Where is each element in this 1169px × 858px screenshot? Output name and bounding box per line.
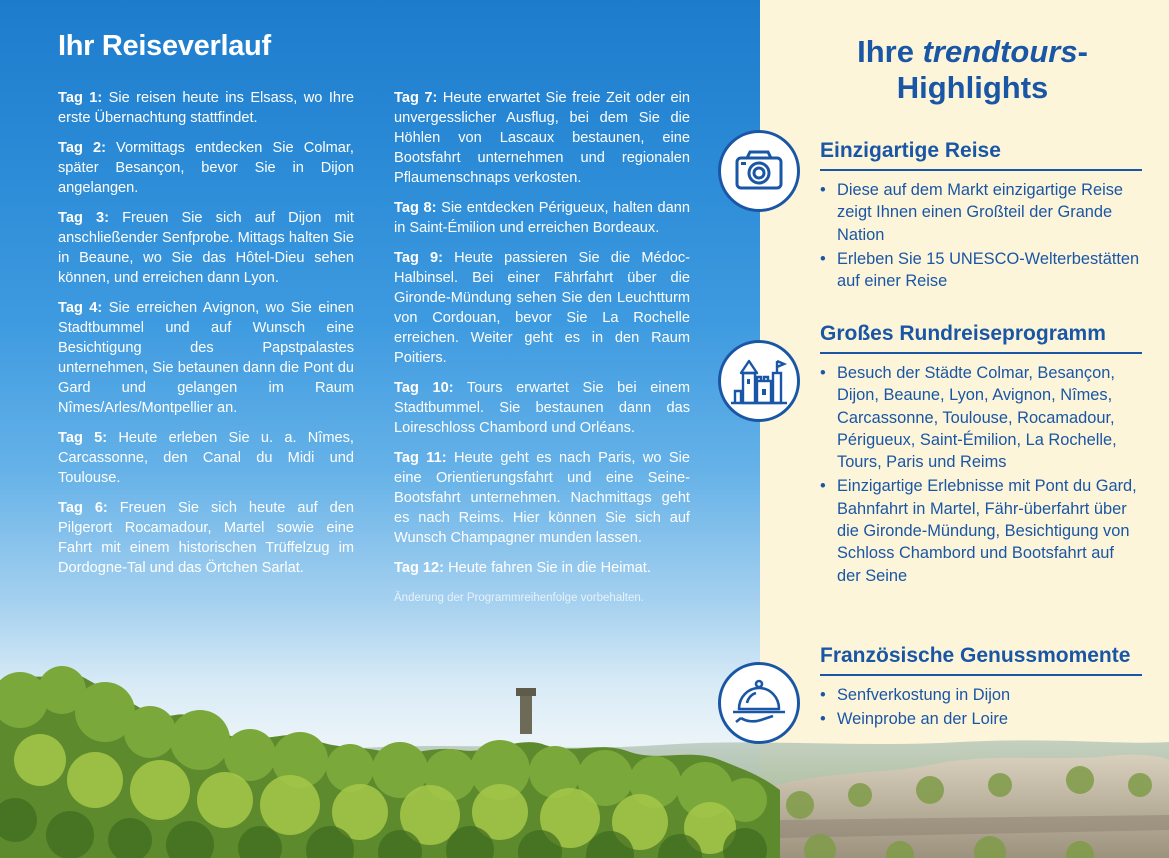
day-label: Tag 7: xyxy=(394,90,438,106)
highlight-section-culinary xyxy=(820,642,1142,733)
highlights-title xyxy=(760,34,1169,106)
itinerary-day xyxy=(58,498,354,578)
day-label: Tag 4: xyxy=(58,300,103,316)
camera-icon xyxy=(718,130,800,212)
day-label: Tag 12: xyxy=(394,560,445,576)
day-label: Tag 1: xyxy=(58,90,103,106)
highlight-section-tour-program xyxy=(820,320,1142,589)
section-heading: Einzigartige Reise xyxy=(820,137,1142,171)
section-bullets xyxy=(820,179,1142,292)
section-bullets xyxy=(820,362,1142,587)
itinerary-column-left xyxy=(58,88,354,588)
list-item: • Einzigartige Erlebnisse mit Pont du Gard, Bahnfahrt in Martel, Fähr-überfahrt über die Gironde-Mündung, Besichtigung von Schloss Chambord und Bootsfahrt auf der Seine xyxy=(820,475,1142,586)
day-text: Heute geht es nach Paris, wo Sie eine Orientierungsfahrt und eine Seine-Bootsfahrt unternehmen. Nachmittags geht es nach Reims. Hier können Sie sich auf Wunsch Champagner munden lassen. xyxy=(394,450,690,546)
title-line2: Highlights xyxy=(896,70,1049,105)
list-item: • Erleben Sie 15 UNESCO-Welterbestätten auf einer Reise xyxy=(820,248,1142,293)
day-text: Vormittags entdecken Sie Colmar, später Besançon, bevor Sie in Dijon angelangen. xyxy=(58,140,354,196)
section-heading: Französische Genussmomente xyxy=(820,642,1142,676)
day-label: Tag 5: xyxy=(58,430,108,446)
list-item: • Weinprobe an der Loire xyxy=(820,708,1142,730)
brand-name: trendtours xyxy=(922,34,1078,69)
itinerary-day xyxy=(58,138,354,198)
itinerary-day xyxy=(58,428,354,488)
itinerary-column-right xyxy=(394,88,690,608)
day-text: Heute fahren Sie in die Heimat. xyxy=(444,560,651,576)
title-prefix: Ihre xyxy=(857,34,923,69)
itinerary-day xyxy=(58,208,354,288)
list-item: • Senfverkostung in Dijon xyxy=(820,684,1142,706)
cloche-icon xyxy=(718,662,800,744)
itinerary-day xyxy=(58,88,354,128)
day-text: Tours erwartet Sie bei einem Stadtbummel. Sie bestaunen dann das Loireschloss Chambord und Orléans. xyxy=(394,380,690,436)
day-text: Sie reisen heute ins Elsass, wo Ihre erste Übernachtung stattfindet. xyxy=(58,90,354,126)
highlight-section-unique-trip xyxy=(820,137,1142,294)
day-text: Sie entdecken Périgueux, halten dann in Saint-Émilion und erreichen Bordeaux. xyxy=(394,200,690,236)
list-item: • Diese auf dem Markt einzigartige Reise zeigt Ihnen einen Großteil der Grande Nation xyxy=(820,179,1142,246)
itinerary-day xyxy=(394,198,690,238)
section-bullets xyxy=(820,684,1142,731)
list-item: • Besuch der Städte Colmar, Besançon, Dijon, Beaune, Lyon, Avignon, Nîmes, Carcassonne, Toulouse, Rocamadour, Périgueux, Saint-Émilion, La Rochelle, Tours, Paris und Reims xyxy=(820,362,1142,473)
day-label: Tag 3: xyxy=(58,210,109,226)
day-text: Sie erreichen Avignon, wo Sie einen Stadtbummel und auf Wunsch eine Besichtigung des Papstpalastes unternehmen, Sie betaunen dann die Pont du Gard und gelangen im Raum Nîmes/Arles/Montpellier an. xyxy=(58,300,354,416)
day-text: Heute erwartet Sie freie Zeit oder ein unvergesslicher Ausflug, bei dem Sie die Höhlen von Lascaux bestaunen, eine Bootsfahrt unternehmen und regionalen Pflaumenschnaps verkosten. xyxy=(394,90,690,186)
itinerary-title: Ihr Reiseverlauf xyxy=(58,30,271,62)
itinerary-disclaimer: Änderung der Programmreihenfolge vorbehalten. xyxy=(394,592,644,604)
itinerary-day xyxy=(58,298,354,418)
day-label: Tag 8: xyxy=(394,200,437,216)
itinerary-day xyxy=(394,248,690,368)
day-label: Tag 9: xyxy=(394,250,443,266)
title-dash: - xyxy=(1077,34,1088,69)
day-text: Freuen Sie sich auf Dijon mit anschließender Senfprobe. Mittags halten Sie in Beaune, wo Sie das Hôtel-Dieu sehen können, und erreichen dann Lyon. xyxy=(58,210,354,286)
itinerary-day xyxy=(394,378,690,438)
day-label: Tag 11: xyxy=(394,450,447,466)
itinerary-day xyxy=(394,558,690,578)
day-label: Tag 6: xyxy=(58,500,108,516)
day-label: Tag 2: xyxy=(58,140,106,156)
day-text: Heute erleben Sie u. a. Nîmes, Carcassonne, den Canal du Midi und Toulouse. xyxy=(58,430,354,486)
itinerary-day xyxy=(394,448,690,548)
castle-icon xyxy=(718,340,800,422)
itinerary-day xyxy=(394,88,690,188)
section-heading: Großes Rundreiseprogramm xyxy=(820,320,1142,354)
day-text: Heute passieren Sie die Médoc-Halbinsel. Bei einer Fährfahrt über die Gironde-Mündung sehen Sie den Leuchtturm von Cordouan, bevor Sie La Rochelle erreichen. Weiter geht es in den Raum Poitiers. xyxy=(394,250,690,366)
day-text: Freuen Sie sich heute auf den Pilgerort Rocamadour, Martel sowie eine Fahrt mit einem historischen Trüffelzug im Dordogne-Tal und das Örtchen Sarlat. xyxy=(58,500,354,576)
day-label: Tag 10: xyxy=(394,380,454,396)
